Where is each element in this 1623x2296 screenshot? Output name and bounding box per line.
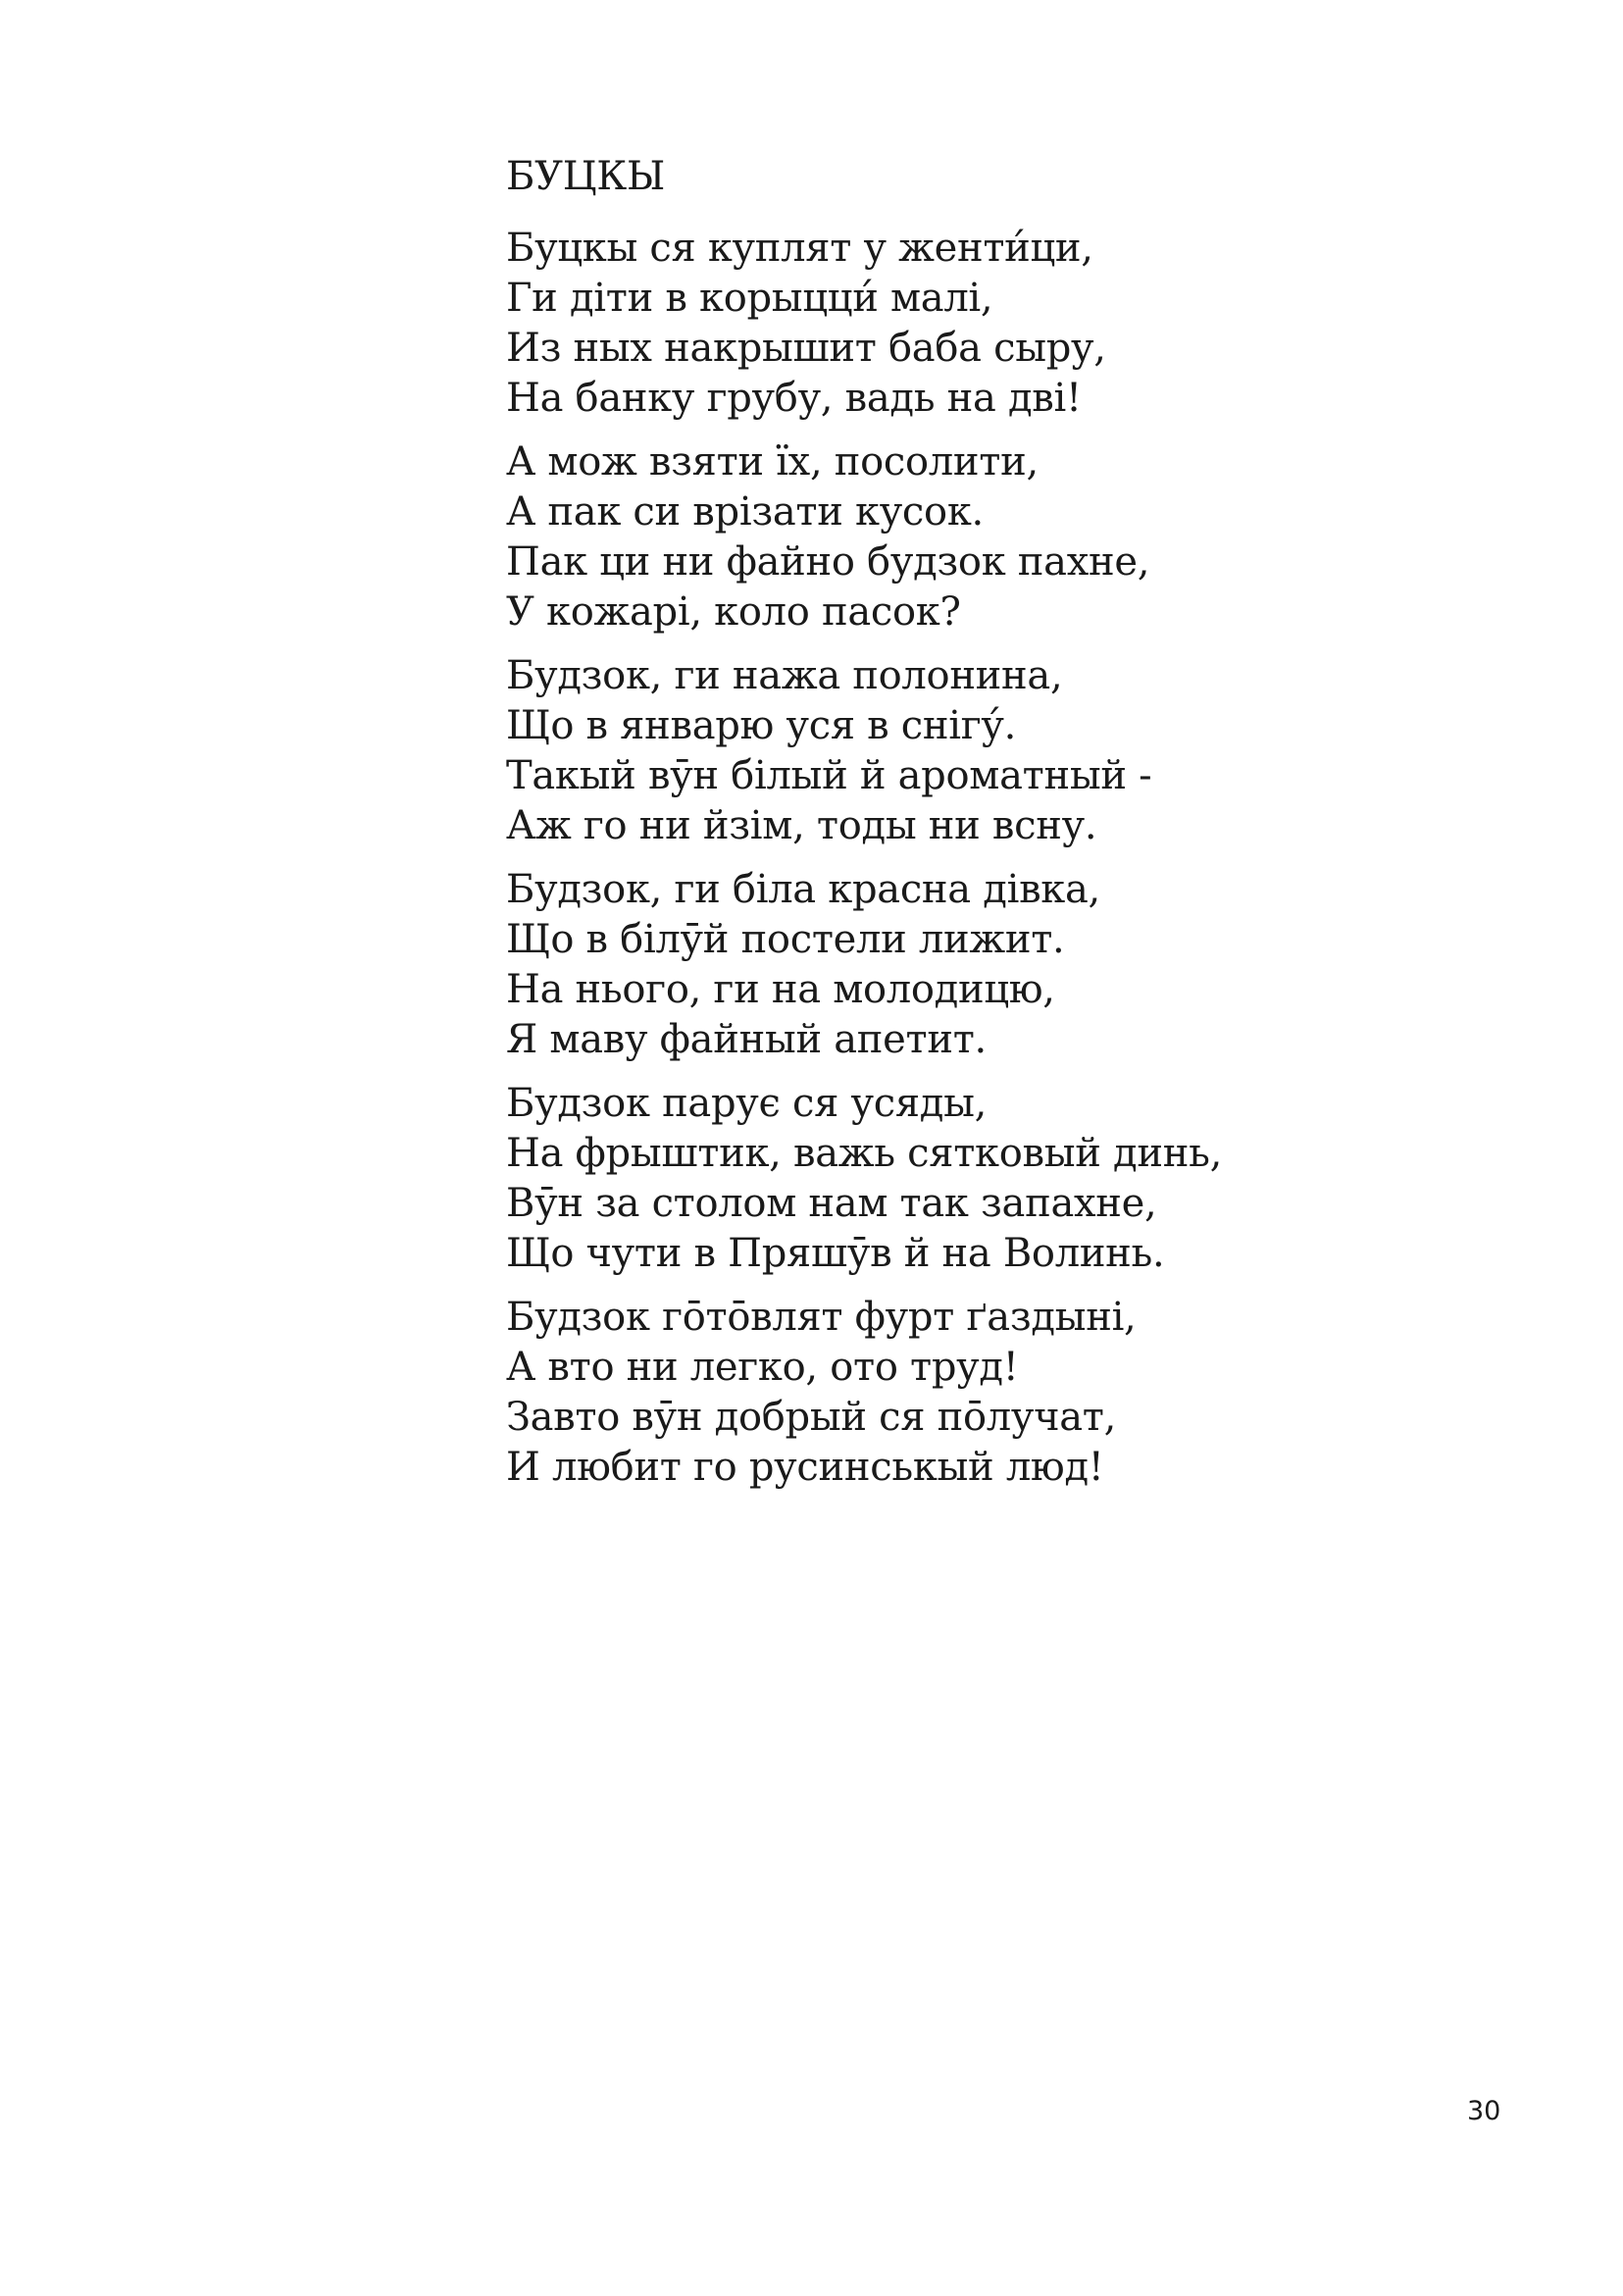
poem-line: И любит го русинськый люд! bbox=[506, 1445, 1104, 1490]
poem-line: Я маву файный апетит. bbox=[506, 1017, 987, 1062]
poem-line: Що в январю уся в снігу́. bbox=[506, 703, 1017, 748]
poem-line: На фрыштик, важь сятковый динь, bbox=[506, 1131, 1222, 1176]
poem-line: Пак ци ни файно будзок пахне, bbox=[506, 539, 1150, 585]
poem-line: А вто ни легко, ото труд! bbox=[506, 1345, 1019, 1390]
poem-line: Що чути в Пряшӯв й на Волинь. bbox=[506, 1231, 1165, 1276]
poem-line: Будзок, ги нажа полонина, bbox=[506, 653, 1063, 698]
poem-title: БУЦКЫ bbox=[506, 154, 665, 199]
poem-line: Аж го ни йзім, тоды ни всну. bbox=[506, 803, 1097, 848]
poem-line: Ги діти в корыцци́ малі, bbox=[506, 276, 993, 321]
stanza-3 bbox=[506, 651, 1487, 851]
poem-line: Що в білӯй постели лижит. bbox=[506, 917, 1065, 962]
stanza-1 bbox=[506, 224, 1487, 424]
poem-line: На нього, ги на молодицю, bbox=[506, 967, 1055, 1012]
poem-line: На банку грубу, вадь на дві! bbox=[506, 376, 1082, 421]
stanza-4 bbox=[506, 865, 1487, 1065]
poem-line: У кожарі, коло пасок? bbox=[506, 589, 961, 635]
poem-line: Будзок, ги біла красна дівка, bbox=[506, 867, 1100, 912]
page-number: 30 bbox=[1467, 2096, 1501, 2126]
poem bbox=[506, 147, 1487, 1506]
poem-line: Такый вӯн білый й ароматный - bbox=[506, 753, 1152, 798]
poem-line: Буцкы ся куплят у женти́ци, bbox=[506, 226, 1093, 271]
stanza-5 bbox=[506, 1079, 1487, 1279]
poem-line: А пак си врізати кусок. bbox=[506, 489, 984, 535]
poem-line: Из ных накрышит баба сыру, bbox=[506, 326, 1106, 371]
stanza-2 bbox=[506, 437, 1487, 638]
poem-line: Завто вӯн добрый ся пōлучат, bbox=[506, 1395, 1117, 1440]
poem-line: Вӯн за столом нам так запахне, bbox=[506, 1181, 1157, 1226]
poem-line: Будзок парує ся усяды, bbox=[506, 1081, 988, 1126]
poem-line: А мож взяти їх, посолити, bbox=[506, 439, 1039, 485]
stanza-6 bbox=[506, 1293, 1487, 1493]
poem-line: Будзок гōтōвлят фурт ґаздыні, bbox=[506, 1295, 1137, 1340]
